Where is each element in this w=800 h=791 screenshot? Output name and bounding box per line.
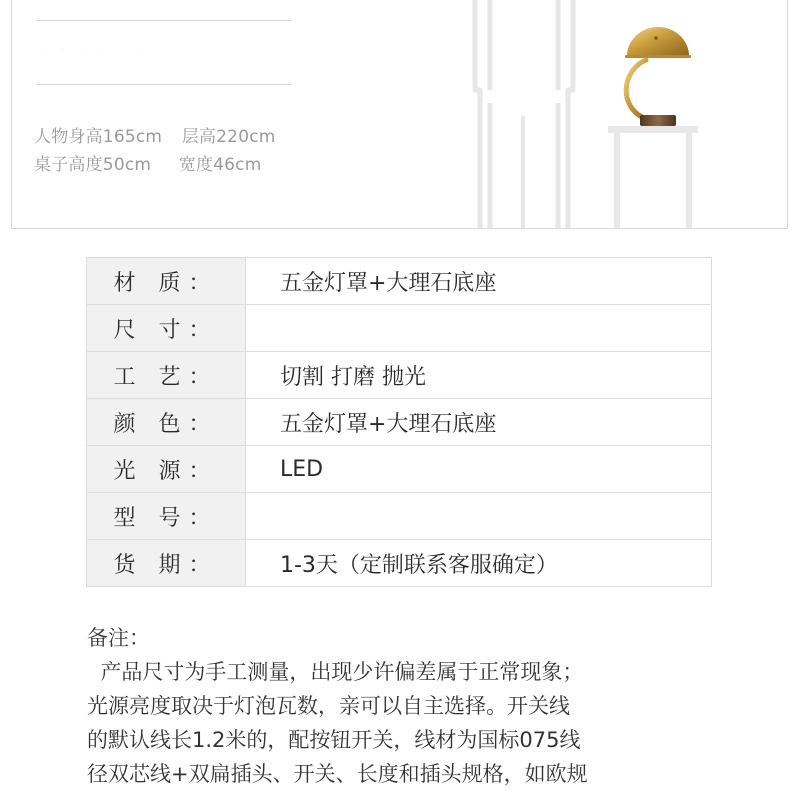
notes-line: 的默认线长1.2米的，配按钮开关，线材为国标075线 <box>87 728 581 752</box>
person-height-text: 人物身高165cm <box>34 127 163 147</box>
spec-row-material <box>87 258 712 305</box>
spec-label: 颜 色： <box>87 399 246 446</box>
notes-line: 产品尺寸为手工测量，出现少许偏差属于正常现象； <box>87 660 584 684</box>
notes-body <box>87 655 677 791</box>
spec-row-color <box>87 399 712 446</box>
spec-value <box>246 493 712 540</box>
spec-label: 工 艺： <box>87 352 246 399</box>
spec-value: 五金灯罩+大理石底座 <box>246 399 712 446</box>
spec-value: LED <box>246 446 712 493</box>
spec-label: 尺 寸： <box>87 305 246 352</box>
notes-line: 光源亮度取决于灯泡瓦数，亲可以自主选择。开关线 <box>87 694 570 718</box>
spec-label: 货 期： <box>87 540 246 587</box>
notes-title: 备注： <box>87 626 150 650</box>
table-height-text: 桌子高度50cm <box>34 155 152 175</box>
notes-line: 径双芯线+双扁插头、开关、长度和插头规格，如欧规 <box>87 762 588 786</box>
scale-illustration <box>12 0 788 229</box>
spec-row-craft <box>87 352 712 399</box>
spec-value: 1-3天（定制联系客服确定） <box>246 540 712 587</box>
spec-row-model <box>87 493 712 540</box>
spec-value: 五金灯罩+大理石底座 <box>246 258 712 305</box>
table-icon <box>608 126 698 229</box>
spec-label: 光 源： <box>87 446 246 493</box>
spec-value: 切割 打磨 抛光 <box>246 352 712 399</box>
spec-label: 材 质： <box>87 258 246 305</box>
spec-value <box>246 305 712 352</box>
spec-row-size <box>87 305 712 352</box>
faint-caption: ‧ ‧ ‧ ‧ ‧ ‧ <box>42 42 147 55</box>
dimension-figure-panel <box>11 0 788 229</box>
floor-height-text: 层高220cm <box>181 127 276 147</box>
spec-label: 型 号： <box>87 493 246 540</box>
spec-row-delivery <box>87 540 712 587</box>
width-text: 宽度46cm <box>178 155 262 175</box>
table-lamp-icon <box>625 27 691 126</box>
person-silhouette-icon <box>475 0 573 229</box>
spec-row-light-source <box>87 446 712 493</box>
spec-table <box>86 257 712 587</box>
